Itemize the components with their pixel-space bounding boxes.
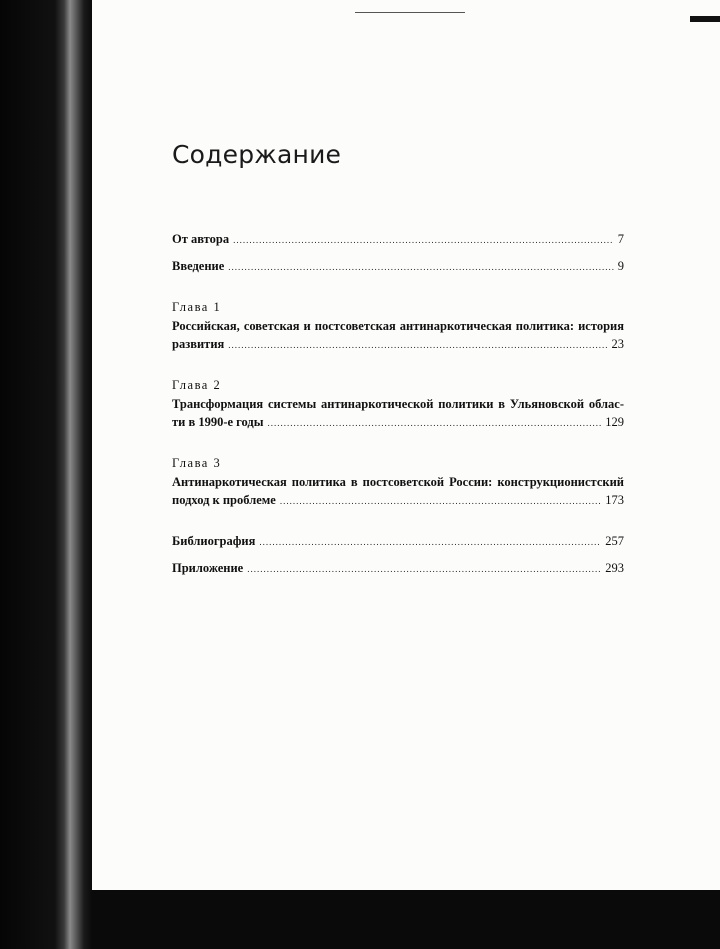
table-of-contents (172, 230, 624, 586)
page-title: Содержание (172, 140, 342, 169)
toc-entry-title: Библиография (172, 534, 256, 548)
toc-page-number: 9 (617, 259, 624, 273)
toc-page-number: 129 (605, 415, 624, 429)
toc-page-number: 173 (605, 493, 624, 507)
chapter-label: Глава 3 (172, 456, 222, 470)
toc-leader-dots (268, 414, 602, 432)
toc-leader-dots (280, 492, 601, 510)
book-spine-shadow (0, 0, 92, 949)
toc-leader-dots (228, 258, 613, 276)
chapter-title-line1: Трансформация системы антинаркотической политики в Ульяновской облас- (172, 397, 624, 411)
toc-leader-dots (259, 533, 601, 551)
chapter-label: Глава 2 (172, 378, 222, 392)
chapter-label: Глава 1 (172, 300, 222, 314)
chapter-title-line2: подход к проблеме (172, 493, 276, 507)
toc-entry-chapter-1[interactable] (172, 298, 624, 354)
chapter-title-line2-row (172, 413, 624, 432)
toc-entry-chapter-2[interactable] (172, 376, 624, 432)
chapter-title-line2: ти в 1990-е годы (172, 415, 264, 429)
toc-entry-appendix[interactable] (172, 559, 624, 578)
toc-entry-title: От автора (172, 232, 230, 246)
toc-page-number: 7 (617, 232, 624, 246)
chapter-title-line1: Российская, советская и постсоветская антинаркотическая политика: история (172, 319, 624, 333)
chapter-title-line2-row (172, 491, 624, 510)
toc-entry-author[interactable] (172, 230, 624, 249)
toc-entry-bibliography[interactable] (172, 532, 624, 551)
toc-page-number: 23 (611, 337, 624, 351)
toc-entry-intro[interactable] (172, 257, 624, 276)
toc-leader-dots (228, 336, 607, 354)
scan-artifact-mark (690, 16, 720, 22)
chapter-title-line2: развития (172, 337, 225, 351)
toc-entry-title: Приложение (172, 561, 244, 575)
toc-leader-dots (233, 231, 614, 249)
toc-entry-title: Введение (172, 259, 225, 273)
toc-page-number: 257 (605, 534, 624, 548)
toc-leader-dots (247, 560, 601, 578)
toc-entry-chapter-3[interactable] (172, 454, 624, 510)
scan-artifact-line (355, 12, 465, 13)
chapter-title-line2-row (172, 335, 624, 354)
scan-bottom-edge (92, 890, 720, 949)
chapter-title-line1: Антинаркотическая политика в постсоветской России: конструкционистский (172, 475, 624, 489)
toc-page-number: 293 (605, 561, 624, 575)
